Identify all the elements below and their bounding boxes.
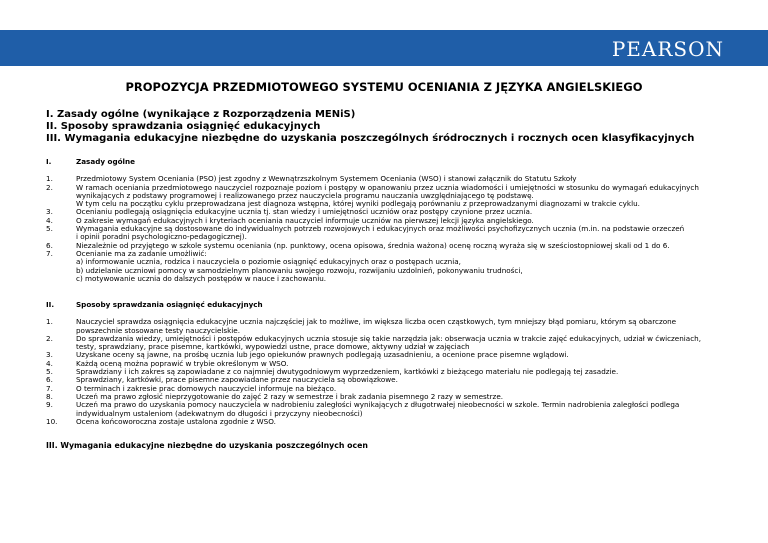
item-number: 6. — [46, 375, 53, 385]
item-number: 1. — [46, 317, 53, 327]
item-text: b) udzielanie uczniowi pomocy w samodzielnym planowaniu swojego rozwoju, rozwijaniu uzdolnień, pokonywaniu trudności, — [76, 265, 523, 275]
item-text: Przedmiotowy System Oceniania (PSO) jest zgodny z Wewnątrzszkolnym Systemem Oceniania (WSO) i stanowi załącznik do Statutu Szkoły — [76, 174, 577, 184]
item-number: 2. — [46, 333, 53, 343]
item-number: 3. — [46, 207, 53, 217]
header-bar — [0, 30, 768, 66]
section-title: Sposoby sprawdzania osiągnięć edukacyjnych — [76, 300, 263, 309]
section-heading — [46, 301, 736, 309]
item-text: O terminach i zakresie prac domowych nauczyciel informuje na bieżąco. — [76, 383, 337, 393]
document-title: PROPOZYCJA PRZEDMIOTOWEGO SYSTEMU OCENIANIA Z JĘZYKA ANGIELSKIEGO — [125, 80, 643, 94]
item-number: 10. — [46, 416, 58, 426]
item-number — [46, 192, 76, 200]
section-list — [46, 318, 736, 426]
item-number: 3. — [46, 350, 53, 360]
item-text: W tym celu na początku cyklu przeprowadzana jest diagnoza wstępna, której wyniki podlegają porównaniu z przeprowadzanymi diagnozami w trakcie cyklu. — [76, 199, 640, 209]
section-heading — [46, 158, 736, 166]
item-number: 4. — [46, 358, 53, 368]
item-text: a) informowanie ucznia, rodzica i nauczyciela o poziomie osiągnięć edukacyjnych oraz o postępach ucznia, — [76, 257, 461, 267]
section-general-rules — [46, 158, 736, 283]
item-text: Uczeń ma prawo zgłosić nieprzygotowanie do zajęć 2 razy w semestrze i brak zadania pisemnego 2 razy w semestrze. — [76, 391, 504, 401]
item-text: testy, sprawdziany, prace pisemne, kartkówki, wypowiedzi ustne, prace domowe, aktywny udział w zajęciach — [76, 342, 470, 352]
section-number: I. — [46, 157, 52, 166]
item-text: Nauczyciel sprawdza osiągnięcia edukacyjne ucznia najczęściej jak to możliwe, im większa liczba ocen cząstkowych, tym mniejszy błąd pomiaru, którym są obarczone — [76, 317, 677, 327]
item-text: Niezależnie od przyjętego w szkole systemu oceniania (np. punktowy, ocena opisowa, średnia ważona) ocenę roczną wyraża się w sześciostopniowej skali od 1 do 6. — [76, 240, 670, 250]
item-number: 8. — [46, 391, 53, 401]
item-number: 7. — [46, 248, 53, 258]
item-text: Ocena końcoworoczna zostaje ustalona zgodnie z WSO. — [76, 416, 276, 426]
item-number: 6. — [46, 240, 53, 250]
item-number — [46, 275, 76, 283]
item-text: Ocenianie ma za zadanie umożliwić: — [76, 248, 207, 258]
item-number — [46, 258, 76, 266]
item-text: Uzyskane oceny są jawne, na prośbę ucznia lub jego opiekunów prawnych podlegają uzasadnieniu, a ocenione prace pisemne wglądowi. — [76, 350, 569, 360]
list-item — [46, 275, 736, 283]
item-number: 5. — [46, 224, 53, 234]
section-assessment-methods — [46, 301, 736, 426]
item-text: Uczeń ma prawo do uzyskania pomocy nauczyciela w nadrobieniu zaległości wynikających z długotrwałej nieobecności w szkole. Termin nadrobienia zaległości podlega — [76, 400, 680, 410]
toc-item: I. Zasady ogólne (wynikające z Rozporządzenia MENiS) — [46, 109, 356, 120]
item-text: Wymagania edukacyjne są dostosowane do indywidualnych potrzeb rozwojowych i edukacyjnych oraz możliwości psychofizycznych ucznia (m.in. na podstawie orzeczeń — [76, 224, 685, 234]
brand-logo: PEARSON — [611, 37, 724, 61]
section-list — [46, 175, 736, 283]
section-number: II. — [46, 300, 55, 309]
item-text: i opinii poradni psychologiczno-pedagogicznej). — [76, 232, 247, 242]
item-text: Każdą oceną można poprawić w trybie określonym w WSO. — [76, 358, 289, 368]
list-item — [46, 418, 736, 426]
toc-item: II. Sposoby sprawdzania osiągnięć edukacyjnych — [46, 121, 321, 132]
item-text: c) motywowanie ucznia do dalszych postępów w nauce i zachowaniu. — [76, 273, 327, 283]
toc-item: III. Wymagania edukacyjne niezbędne do uzyskania poszczególnych śródrocznych i rocznych ocen klasyfikacyjnych — [46, 133, 695, 144]
item-text: indywidualnym ustaleniom (adekwatnym do długości i przyczyny nieobecności) — [76, 408, 363, 418]
item-text: Sprawdziany i ich zakres są zapowiadane z co najmniej dwutygodniowym wyprzedzeniem, kartkówki z bieżącego materiału nie podlegają tej zasadzie. — [76, 367, 619, 377]
section-requirements-heading: III. Wymagania edukacyjne niezbędne do uzyskania poszczególnych ocen — [46, 441, 368, 450]
item-number — [46, 267, 76, 275]
item-text: Sprawdziany, kartkówki, prace pisemne zapowiadane przez nauczyciela są obowiązkowe. — [76, 375, 398, 385]
item-number: 7. — [46, 383, 53, 393]
item-number: 4. — [46, 215, 53, 225]
item-number: 9. — [46, 400, 53, 410]
item-text: powszechnie stosowane testy nauczycielskie. — [76, 325, 241, 335]
item-text: Ocenianiu podlegają osiągnięcia edukacyjne ucznia tj. stan wiedzy i umiejętności uczniów oraz postępy czynione przez ucznia. — [76, 207, 533, 217]
item-number: 2. — [46, 182, 53, 192]
item-text: wynikających z podstawy programowej i realizowanego przez nauczyciela programu nauczania uwzględniającego tę podstawę. — [76, 190, 534, 200]
item-text: O zakresie wymagań edukacyjnych i kryteriach oceniania nauczyciel informuje uczniów na pierwszej lekcji języka angielskiego. — [76, 215, 534, 225]
item-number: 5. — [46, 367, 53, 377]
table-of-contents — [46, 109, 694, 145]
item-number: 1. — [46, 174, 53, 184]
section-title: Zasady ogólne — [76, 157, 135, 166]
item-text: Do sprawdzania wiedzy, umiejętności i postępów edukacyjnych ucznia stosuje się takie narzędzia jak: obserwacja ucznia w trakcie zajęć edukacyjnych, udział w ćwiczeniach, — [76, 333, 701, 343]
item-text: W ramach oceniania przedmiotowego nauczyciel rozpoznaje poziom i postępy w opanowaniu przez ucznia wiadomości i umiejętności w stosunku do wymagań edukacyjnych — [76, 182, 699, 192]
